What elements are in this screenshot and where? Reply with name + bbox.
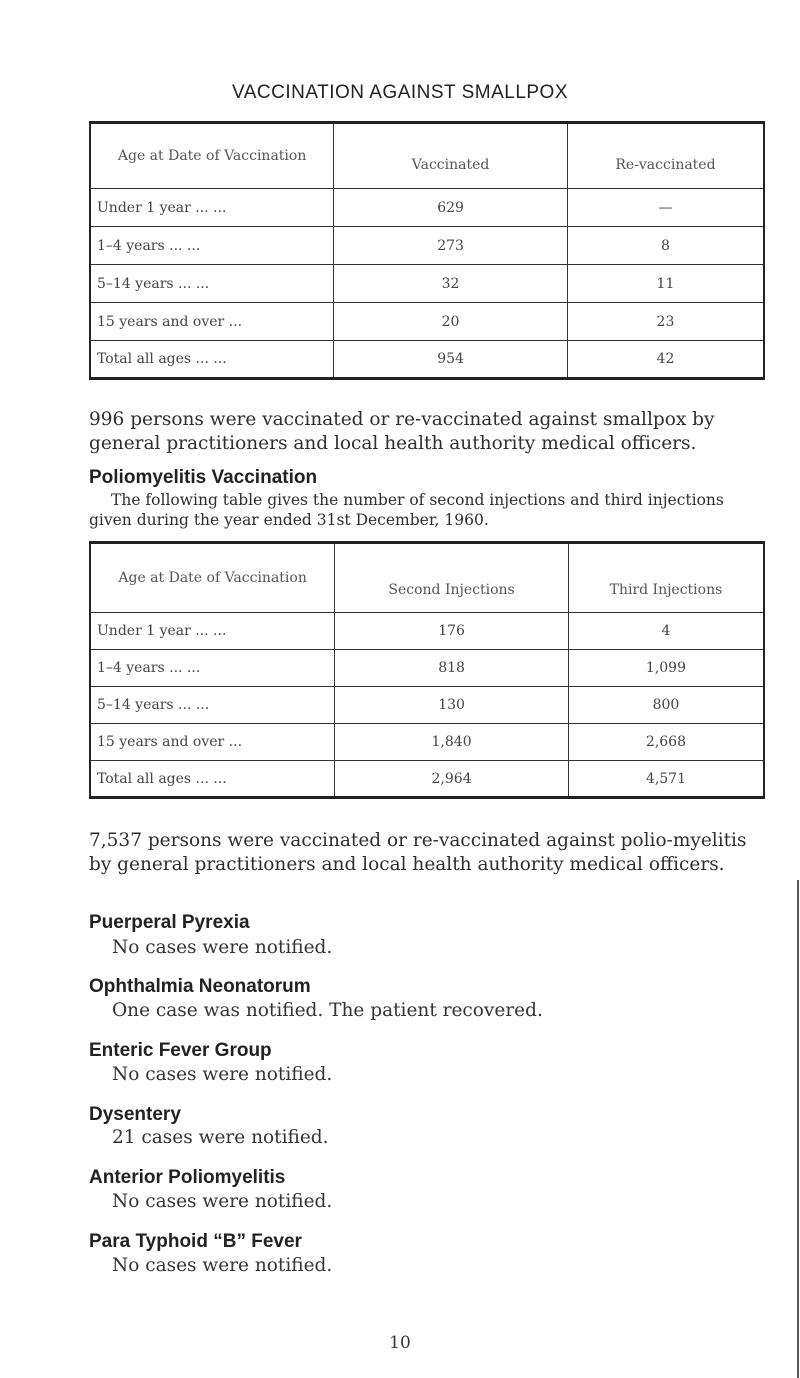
table-row <box>90 227 764 265</box>
vaccinated-value: 629 <box>334 189 568 227</box>
revaccinated-value: 11 <box>567 265 764 303</box>
page-number: 10 <box>389 1333 411 1353</box>
page-edge-line <box>797 880 799 1378</box>
section-text-enteric-fever: No cases were notified. <box>112 1064 333 1085</box>
second-injections-value: 130 <box>335 687 569 724</box>
row-age-label: Total all ages ... ... <box>90 761 335 798</box>
polio-heading: Poliomyelitis Vaccination <box>89 467 318 488</box>
polio-vaccination-table <box>89 541 765 799</box>
page-title: VACCINATION AGAINST SMALLPOX <box>231 82 569 103</box>
section-text-ophthalmia-neonatorum: One case was notified. The patient recovered. <box>112 1000 543 1021</box>
table-row <box>90 724 764 761</box>
section-heading-enteric-fever: Enteric Fever Group <box>89 1040 272 1061</box>
table-row <box>90 341 764 379</box>
vaccinated-value: 20 <box>334 303 568 341</box>
smallpox-vaccination-table <box>89 121 765 380</box>
row-age-label: 5–14 years ... ... <box>90 265 334 303</box>
column-header-vaccinated: Vaccinated <box>334 123 568 189</box>
row-age-label: 15 years and over ... <box>90 724 335 761</box>
second-injections-value: 176 <box>335 613 569 650</box>
section-text-puerperal-pyrexia: No cases were notified. <box>112 937 333 958</box>
section-text-para-typhoid: No cases were notified. <box>112 1255 333 1276</box>
section-heading-puerperal-pyrexia: Puerperal Pyrexia <box>89 912 250 933</box>
third-injections-value: 4,571 <box>568 761 764 798</box>
second-injections-value: 2,964 <box>335 761 569 798</box>
section-heading-ophthalmia-neonatorum: Ophthalmia Neonatorum <box>89 976 311 997</box>
polio-summary: 7,537 persons were vaccinated or re-vaccinated against polio-myelitis by general practitioners and local health authority medical officers. <box>89 830 747 875</box>
section-text-dysentery: 21 cases were notified. <box>112 1127 329 1148</box>
smallpox-summary: 996 persons were vaccinated or re-vaccinated against smallpox by general practitioners and local health authority medical officers. <box>89 409 715 454</box>
second-injections-value: 818 <box>335 650 569 687</box>
table-row <box>90 613 764 650</box>
table-header-row <box>90 543 764 613</box>
section-heading-anterior-poliomyelitis: Anterior Poliomyelitis <box>89 1167 286 1188</box>
row-age-label: 15 years and over ... <box>90 303 334 341</box>
revaccinated-value: 23 <box>567 303 764 341</box>
vaccinated-value: 32 <box>334 265 568 303</box>
table-row <box>90 687 764 724</box>
row-age-label: Under 1 year ... ... <box>97 623 227 639</box>
column-header-age: Age at Date of Vaccination <box>90 543 335 613</box>
table-row <box>90 265 764 303</box>
vaccinated-value: 954 <box>334 341 568 379</box>
polio-intro: The following table gives the number of second injections and third injections given during the year ended 31st December, 1960. <box>89 491 724 529</box>
row-age-label: 1–4 years ... ... <box>90 650 335 687</box>
revaccinated-value: 42 <box>567 341 764 379</box>
third-injections-value: 4 <box>568 613 764 650</box>
third-injections-value: 2,668 <box>568 724 764 761</box>
column-header-third-injections: Third Injections <box>568 543 764 613</box>
row-age-label: 1–4 years ... ... <box>90 227 334 265</box>
section-heading-para-typhoid: Para Typhoid “B” Fever <box>89 1231 302 1252</box>
table-header-row <box>90 123 764 189</box>
revaccinated-value: — <box>567 189 764 227</box>
table-row <box>90 761 764 798</box>
column-header-revaccinated: Re-vaccinated <box>567 123 764 189</box>
second-injections-value: 1,840 <box>335 724 569 761</box>
column-header-second-injections: Second Injections <box>335 543 569 613</box>
row-age-label: Total all ages ... ... <box>90 341 334 379</box>
section-text-anterior-poliomyelitis: No cases were notified. <box>112 1191 333 1212</box>
column-header-age: Age at Date of Vaccination <box>90 123 334 189</box>
revaccinated-value: 8 <box>567 227 764 265</box>
section-heading-dysentery: Dysentery <box>89 1104 181 1125</box>
row-age-label: 5–14 years ... ... <box>90 687 335 724</box>
table-row <box>90 303 764 341</box>
table-row <box>90 189 764 227</box>
third-injections-value: 800 <box>568 687 764 724</box>
third-injections-value: 1,099 <box>568 650 764 687</box>
vaccinated-value: 273 <box>334 227 568 265</box>
row-age-label: Under 1 year ... ... <box>97 199 227 216</box>
table-row <box>90 650 764 687</box>
